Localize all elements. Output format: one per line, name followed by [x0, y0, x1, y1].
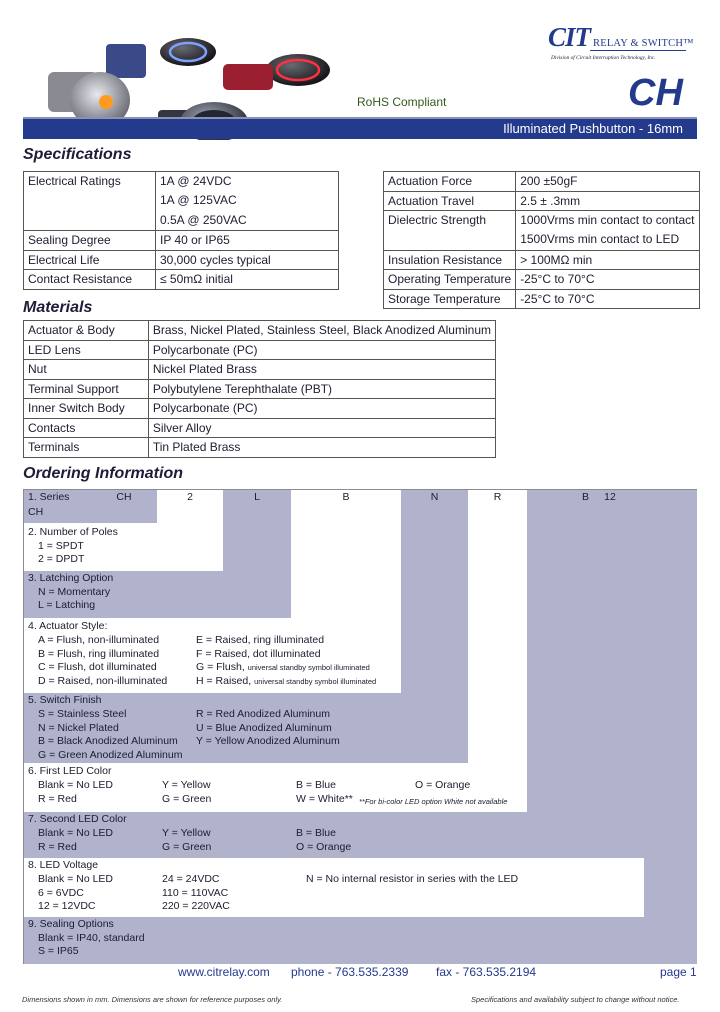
voltage-line: 6 = 6VDC [38, 886, 84, 899]
spec-value [516, 211, 699, 251]
spec-label: Electrical Life [24, 250, 156, 270]
spec-value: -25°C to 70°C [516, 270, 699, 290]
spec-table-left [23, 171, 339, 290]
finish-line: B = Black Anodized Aluminum [38, 735, 178, 748]
second-led-col-3 [296, 827, 351, 854]
spec-label: Actuation Travel [384, 191, 516, 211]
sealing-line: Blank = IP40, standard [38, 931, 145, 944]
latching-line: L = Latching [38, 599, 96, 612]
actuator-line: C = Flush, dot illuminated [38, 661, 157, 674]
material-label: Terminals [24, 438, 149, 458]
spec-value: IP 40 or IP65 [156, 231, 339, 251]
voltage-line: 220 = 220VAC [162, 900, 230, 913]
table-row [24, 418, 496, 438]
example-code-actuator: B [342, 491, 350, 503]
led-line: R = Red [38, 792, 77, 805]
first-led-title: 6. First LED Color [28, 765, 112, 777]
voltage-line: 110 = 110VAC [162, 886, 229, 899]
rohs-label: RoHS Compliant [357, 95, 447, 109]
material-value: Brass, Nickel Plated, Stainless Steel, Black Anodized Aluminum [148, 321, 495, 341]
led-line: G = Green [162, 840, 212, 853]
spec-value: ≤ 50mΩ initial [156, 270, 339, 290]
latching-option [24, 571, 291, 618]
example-code-voltage: 12 [604, 491, 616, 503]
title-band [23, 117, 697, 139]
first-led-col-2 [162, 779, 211, 806]
material-label: Actuator & Body [24, 321, 149, 341]
footer-website[interactable]: www.citrelay.com [178, 965, 270, 979]
led-line: O = Orange [296, 840, 352, 853]
spec-value: -25°C to 70°C [516, 289, 699, 309]
first-led-col-3 [296, 779, 353, 806]
footer-page: page 1 [660, 965, 697, 979]
poles-option [24, 525, 223, 571]
voltage-note: N = No internal resistor in series with the LED [306, 873, 519, 885]
material-label: Contacts [24, 418, 149, 438]
table-row [24, 379, 496, 399]
first-led-col-4 [415, 779, 470, 793]
table-row [24, 399, 496, 419]
material-value: Silver Alloy [148, 418, 495, 438]
spec-label: Storage Temperature [384, 289, 516, 309]
footer-phone: phone - 763.535.2339 [291, 965, 409, 979]
footer-disclaimer-right: Specifications and availability subject to change without notice. [471, 995, 680, 1004]
material-value: Tin Plated Brass [148, 438, 495, 458]
latching-title: 3. Latching Option [28, 572, 114, 584]
second-led-col-1 [38, 827, 113, 854]
table-row [24, 231, 339, 251]
poles-line: 1 = SPDT [38, 539, 84, 552]
led-line: G = Green [162, 792, 212, 805]
product-title: Illuminated Pushbutton - 16mm [503, 121, 683, 136]
example-code-first-led: R [493, 491, 502, 503]
table-row [24, 321, 496, 341]
table-row [24, 250, 339, 270]
voltage-option [24, 858, 644, 916]
material-value: Polycarbonate (PC) [148, 399, 495, 419]
table-row [24, 360, 496, 380]
finish-line: G = Green Anodized Aluminum [38, 749, 183, 762]
example-code-poles: 2 [187, 491, 193, 503]
series-value: CH [24, 505, 91, 523]
actuator-line: D = Raised, non-illuminated [38, 675, 168, 688]
second-led-option [24, 812, 644, 858]
footer-fax: fax - 763.535.2194 [436, 965, 537, 979]
ordering-heading: Ordering Information [23, 465, 183, 482]
spec-value-line: 1500Vrms min contact to LED [520, 232, 680, 247]
second-led-col-2 [162, 827, 211, 854]
actuator-line: E = Raised, ring illuminated [196, 634, 325, 646]
white-led-note: **For bi-color LED option White not available [359, 797, 508, 806]
spec-value-line: 0.5A @ 250VAC [160, 212, 247, 227]
example-code-series: CH [91, 490, 157, 505]
table-row [384, 270, 700, 290]
actuator-line: H = Raised, universal standby symbol illuminated [196, 675, 377, 688]
table-row [24, 270, 339, 290]
poles-line: 2 = DPDT [38, 553, 85, 566]
voltage-line: 12 = 12VDC [38, 900, 96, 913]
material-value: Polycarbonate (PC) [148, 340, 495, 360]
example-code-second-led: B [527, 490, 644, 505]
led-line: R = Red [38, 840, 77, 853]
material-label: Nut [24, 360, 149, 380]
table-row [384, 191, 700, 211]
first-led-option [24, 764, 527, 811]
example-series-label: 1. Series [24, 490, 91, 505]
series-code: CH [628, 72, 683, 114]
led-line: B = Blue [296, 779, 336, 791]
brand-suffix: RELAY & SWITCH™ [593, 38, 694, 49]
finish-line: U = Blue Anodized Aluminum [196, 721, 332, 734]
material-label: LED Lens [24, 340, 149, 360]
specifications-heading: Specifications [23, 146, 132, 163]
actuator-col-left [38, 634, 167, 689]
spec-table-right [383, 171, 700, 309]
material-value: Nickel Plated Brass [148, 360, 495, 380]
finish-col-left [38, 708, 182, 763]
finish-line: S = Stainless Steel [38, 708, 127, 720]
spec-value: 200 ±50gF [516, 172, 699, 192]
sealing-tail [644, 490, 697, 964]
spec-label: Contact Resistance [24, 270, 156, 290]
led-line: B = Blue [296, 827, 336, 839]
material-label: Inner Switch Body [24, 399, 149, 419]
voltage-line: Blank = No LED [38, 873, 113, 885]
footer-disclaimer-left: Dimensions shown in mm. Dimensions are shown for reference purposes only. [22, 995, 283, 1004]
finish-line: N = Nickel Plated [38, 721, 119, 734]
actuator-option [24, 619, 401, 692]
latching-line: N = Momentary [38, 585, 111, 598]
led-line: Y = Yellow [162, 827, 211, 839]
spec-label: Electrical Ratings [24, 172, 156, 231]
spec-value-line: 1A @ 24VDC [160, 174, 232, 188]
poles-title: 2. Number of Poles [28, 526, 118, 538]
second-led-title: 7. Second LED Color [28, 813, 127, 825]
material-value: Polybutylene Terephthalate (PBT) [148, 379, 495, 399]
spec-value: 2.5 ± .3mm [516, 191, 699, 211]
sealing-option [24, 917, 697, 964]
series-tail [91, 505, 157, 523]
material-label: Terminal Support [24, 379, 149, 399]
actuator-line: F = Raised, dot illuminated [196, 647, 321, 660]
brand-division: Division of Circuit Interruption Technology, Inc. [551, 55, 656, 61]
led-line: Blank = No LED [38, 779, 113, 791]
led-line: Y = Yellow [162, 779, 211, 791]
materials-heading: Materials [23, 299, 93, 316]
table-row [24, 172, 339, 231]
table-row [384, 289, 700, 309]
led-line: Blank = No LED [38, 827, 113, 839]
spec-value: > 100MΩ min [516, 250, 699, 270]
brand-logo: CIT [548, 22, 591, 52]
table-row [384, 250, 700, 270]
finish-line: Y = Yellow Anodized Aluminum [196, 735, 340, 748]
first-led-col-1 [38, 779, 113, 806]
spec-label: Insulation Resistance [384, 250, 516, 270]
table-row [384, 172, 700, 192]
actuator-title: 4. Actuator Style: [28, 620, 108, 632]
ordering-chart [23, 489, 697, 964]
spec-label: Actuation Force [384, 172, 516, 192]
sealing-title: 9. Sealing Options [28, 918, 114, 930]
example-code-latching: L [223, 490, 291, 505]
second-led-tail [527, 505, 644, 817]
spec-value [156, 172, 339, 231]
table-row [384, 211, 700, 251]
finish-col-right [196, 708, 340, 749]
table-row [24, 438, 496, 458]
led-line: O = Orange [415, 779, 471, 791]
actuator-line: A = Flush, non-illuminated [38, 634, 160, 646]
finish-line: R = Red Anodized Aluminum [196, 708, 330, 720]
voltage-col-1 [38, 873, 113, 914]
spec-value: 30,000 cycles typical [156, 250, 339, 270]
voltage-col-2 [162, 873, 230, 914]
actuator-line: G = Flush, universal standby symbol illuminated [196, 661, 370, 674]
spec-label: Sealing Degree [24, 231, 156, 251]
voltage-line: 24 = 24VDC [162, 873, 220, 885]
finish-title: 5. Switch Finish [28, 694, 102, 706]
finish-option [24, 693, 468, 763]
example-code-finish: N [401, 490, 468, 505]
led-line: W = White** [296, 792, 353, 805]
sealing-line: S = IP65 [38, 945, 79, 958]
voltage-title: 8. LED Voltage [28, 859, 99, 871]
actuator-col-right [196, 634, 376, 689]
spec-label: Dielectric Strength [384, 211, 516, 251]
spec-label: Operating Temperature [384, 270, 516, 290]
actuator-line: B = Flush, ring illuminated [38, 647, 160, 660]
materials-table [23, 320, 496, 458]
spec-value-line: 1A @ 125VAC [160, 193, 237, 208]
logo-rule [590, 50, 686, 51]
table-row [24, 340, 496, 360]
spec-value-line: 1000Vrms min contact to contact [520, 213, 695, 227]
